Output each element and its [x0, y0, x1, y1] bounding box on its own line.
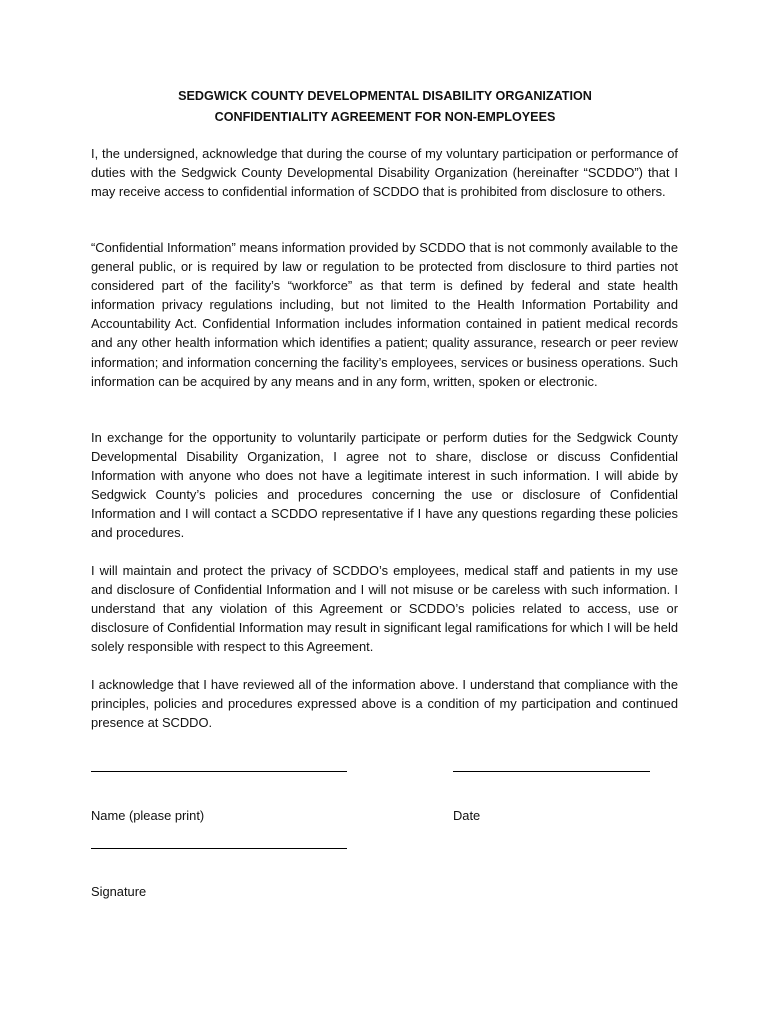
signature-label: Signature	[91, 884, 147, 899]
document-title	[0, 86, 770, 128]
title-line-1: SEDGWICK COUNTY DEVELOPMENTAL DISABILITY ORGANIZATION	[178, 89, 592, 103]
paragraph-agreement: In exchange for the opportunity to voluntarily participate or perform duties for the Sedgwick County Developmental Disability Organization, I agree not to share, disclose or discuss Confidential Information with anyone who does not have a legitimate interest in such information. I will abide by Sedgwick County’s policies and procedures concerning the use or disclosure of Confidential Information and I will contact a SCDDO representative if I have any questions regarding these policies and procedures.	[91, 430, 678, 541]
date-label: Date	[453, 808, 481, 823]
title-line-2: CONFIDENTIALITY AGREEMENT FOR NON-EMPLOYEES	[214, 110, 556, 124]
date-input-line[interactable]	[453, 771, 650, 772]
paragraph-privacy: I will maintain and protect the privacy of SCDDO’s employees, medical staff and patients in my use and disclosure of Confidential Information and I will not misuse or be careless with such information. I understand that any violation of this Agreement or SCDDO’s policies related to access, use or disclosure of Confidential Information may result in significant legal ramifications for which I will be held solely responsible with respect to this Agreement.	[91, 563, 678, 655]
signature-input-line[interactable]	[91, 848, 347, 849]
paragraph-acknowledgement: I, the undersigned, acknowledge that during the course of my voluntary participation or performance of duties with the Sedgwick County Developmental Disability Organization (hereinafter “SCDDO”) that I may receive access to confidential information of SCDDO that is prohibited from disclosure to others.	[91, 146, 678, 200]
paragraph-compliance: I acknowledge that I have reviewed all of the information above. I understand that compliance with the principles, policies and procedures expressed above is a condition of my participation and continued presence at SCDDO.	[91, 677, 678, 731]
name-input-line[interactable]	[91, 771, 347, 772]
name-label: Name (please print)	[91, 808, 205, 823]
paragraph-definition: “Confidential Information” means information provided by SCDDO that is not commonly available to the general public, or is required by law or regulation to be protected from disclosure to third parties not considered part of the facility’s “workforce” as that term is defined by federal and state health information privacy regulations including, but not limited to the Health Information Portability and Accountability Act. Confidential Information includes information contained in patient medical records and any other health information which identifies a patient; quality assurance, research or peer review information; and information concerning the facility’s employees, services or business operations. Such information can be acquired by any means and in any form, written, spoken or electronic.	[91, 240, 678, 389]
